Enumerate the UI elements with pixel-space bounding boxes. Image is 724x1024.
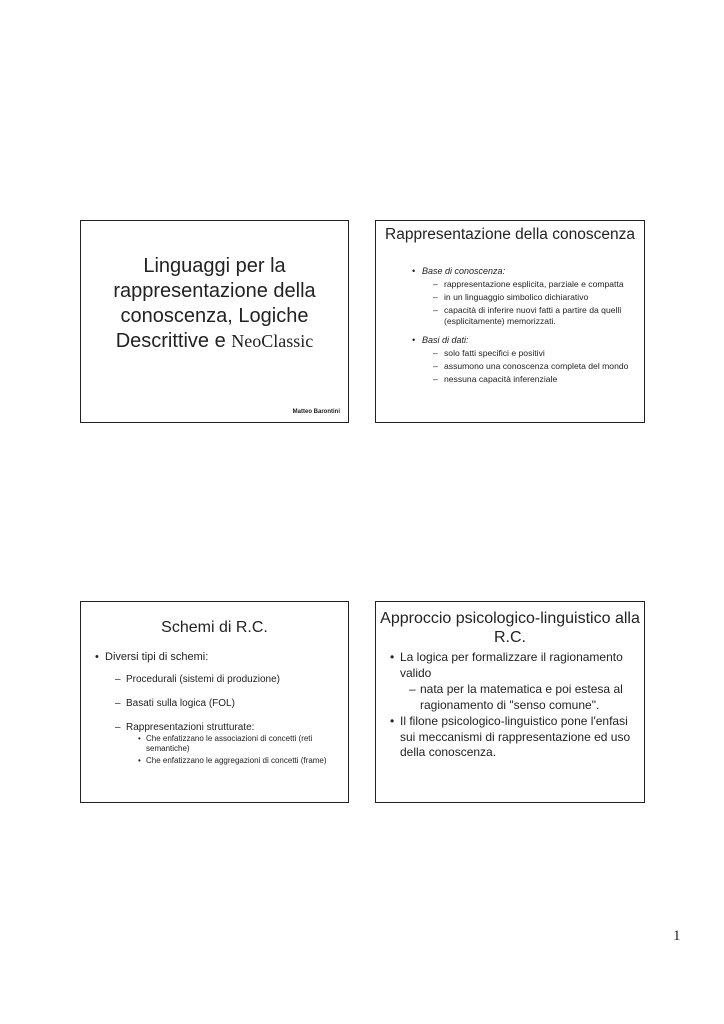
presentation-title — [81, 254, 348, 354]
sub-sub-item: • Che enfatizzano le aggregazioni di concetti (frame) — [138, 756, 340, 766]
title-brand: NeoClassic — [231, 331, 314, 351]
title-line: conoscenza, Logiche — [120, 305, 309, 327]
slide-body — [95, 650, 340, 769]
bullet-text: Diversi tipi di schemi: — [105, 651, 209, 663]
bullet-basi-dati — [412, 335, 634, 385]
bullet-text: La logica per formalizzare il ragionamento valido — [400, 650, 623, 680]
sub-item: – Procedurali (sistemi di produzione) — [115, 673, 340, 686]
slide-approccio — [375, 601, 645, 803]
page-number: 1 — [673, 928, 681, 944]
bullet — [95, 650, 340, 766]
sub-item: – nata per la matematica e poi estesa al ragionamento di "senso comune". — [409, 682, 636, 713]
slide-title: Schemi di R.C. — [161, 619, 268, 636]
bullet: • Il filone psicologico-linguistico pone l'enfasi sui meccanismi di rappresentazione ed uso della conoscenza. — [390, 714, 636, 761]
slide-title: Approccio psicologico-linguistico alla R.C. — [380, 610, 640, 646]
sub-item: – capacità di inferire nuovi fatti a partire da quelli (esplicitamente) memorizzati. — [433, 305, 634, 327]
slide-title: Rappresentazione della conoscenza — [385, 226, 635, 243]
sub-item: – Basati sulla logica (FOL) — [115, 697, 340, 710]
bullet-label: Basi di dati — [422, 335, 467, 345]
author-name: Matteo Barontini — [292, 409, 340, 415]
sub-item: – solo fatti specifici e positivi — [433, 348, 634, 359]
slide-body — [390, 650, 636, 761]
sub-item: – nessuna capacità inferenziale — [433, 374, 634, 385]
bullet-suffix: : — [466, 335, 469, 345]
bullet-suffix: : — [502, 266, 506, 276]
slide-schemi — [80, 601, 349, 803]
title-line-last — [81, 329, 348, 354]
sub-item: – assumono una conoscenza completa del mondo — [433, 361, 634, 372]
sub-item-text: Rappresentazioni strutturate: — [126, 722, 255, 733]
sub-item: – in un linguaggio simbolico dichiarativo — [433, 292, 634, 303]
sub-item — [115, 721, 340, 766]
bullet-base-conoscenza — [412, 266, 634, 327]
title-line-text: Descrittive e — [115, 330, 232, 352]
slide-rappresentazione — [375, 220, 645, 423]
slide-title — [80, 220, 349, 423]
bullet — [390, 650, 636, 713]
title-line: rappresentazione della — [113, 280, 316, 302]
sub-item: – rappresentazione esplicita, parziale e compatta — [433, 279, 634, 290]
sub-sub-item: • Che enfatizzano le associazioni di concetti (reti semantiche) — [138, 734, 340, 754]
slide-body — [412, 266, 634, 387]
title-line: Linguaggi per la — [143, 255, 286, 277]
bullet-label: Base di conoscenza — [422, 266, 503, 276]
